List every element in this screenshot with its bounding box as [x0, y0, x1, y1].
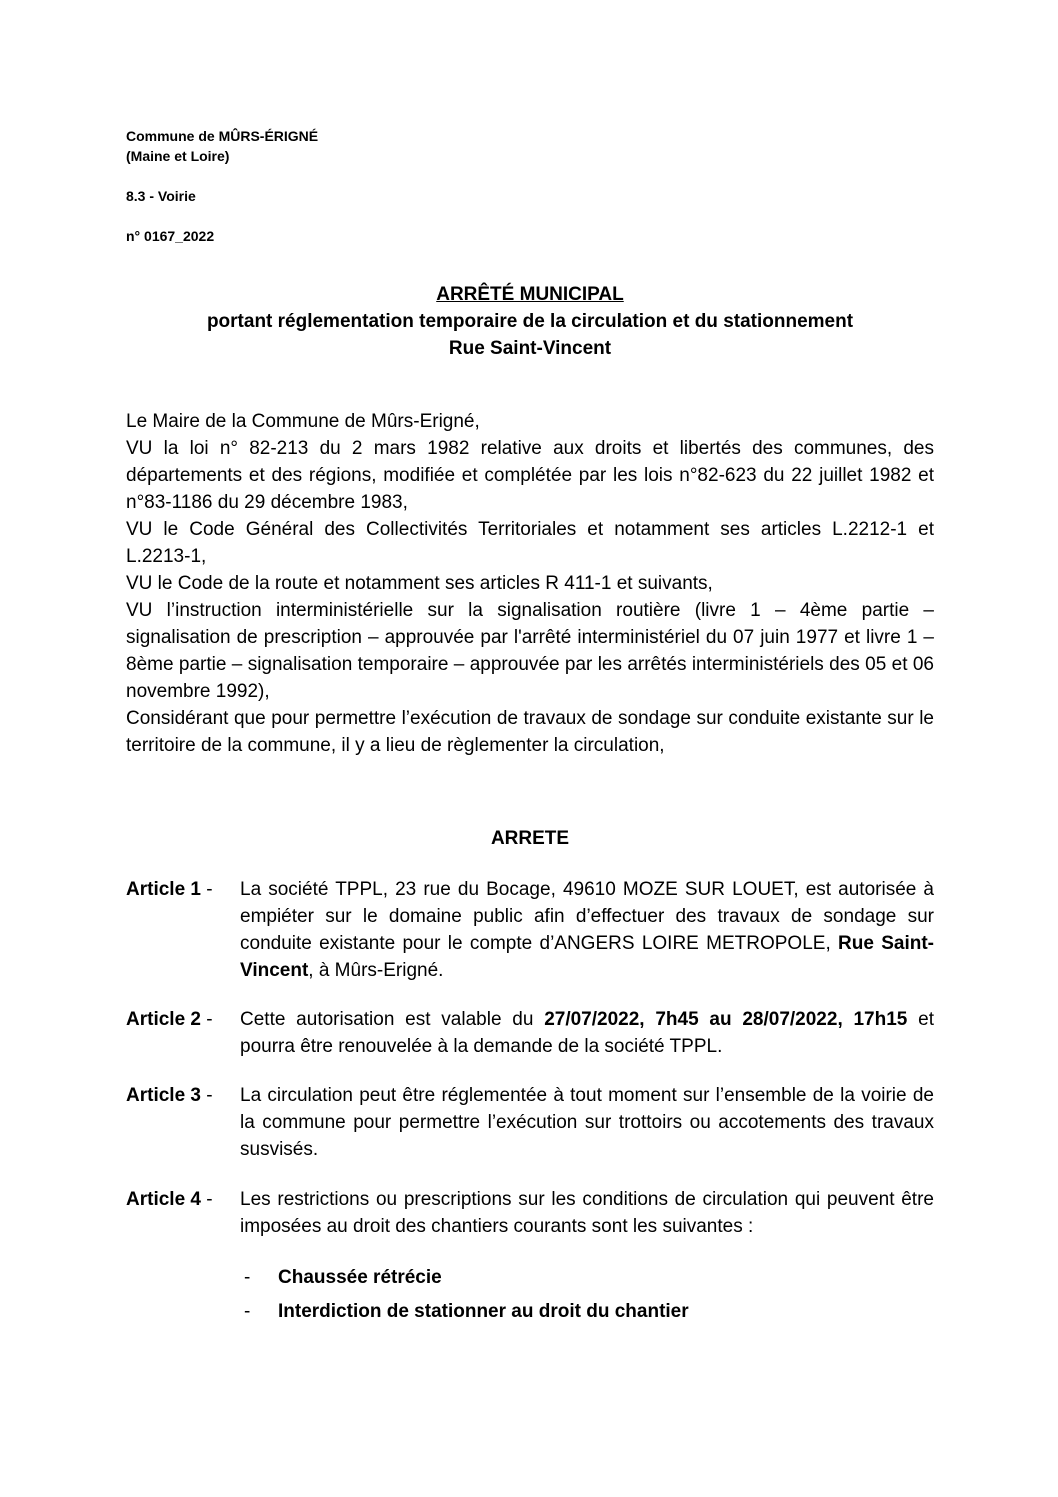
decree-title [126, 281, 934, 308]
preamble-instruction: VU l’instruction interministérielle sur la signalisation routière (livre 1 – 4ème partie – signalisation de prescription – approuvée par l'arrêté interministériel du 07 juin 1977 et livre 1 – 8ème partie – signalisation temporaire – approuvée par les arrêtés interministériels des 05 et 06 novembre 1992), [126, 600, 934, 702]
decree-title-main: ARRÊTÉ MUNICIPAL [436, 284, 624, 305]
article-1-text: La société TPPL, 23 rue du Bocage, 49610 MOZE SUR LOUET, est autorisée à empiéter sur le domaine public afin d’effectuer des travaux de sondage sur conduite existante pour le compte d’ANGERS LOIRE METROPOLE, Rue Saint-Vincent, à Mûrs-Erigné. [240, 879, 935, 981]
preamble [126, 408, 934, 759]
bullet-dash: - [244, 1267, 251, 1288]
article-3-label: Article 3 - [126, 1085, 213, 1106]
bullet-item [244, 1298, 689, 1325]
arrete-heading: ARRETE [490, 828, 570, 849]
commune-name: Commune de MÛRS-ÉRIGNÉ [126, 128, 319, 144]
preamble-considerant: Considérant que pour permettre l’exécution de travaux de sondage sur conduite existante sur le territoire de la commune, il y a lieu de règlementer la circulation, [126, 708, 934, 756]
decree-street: Rue Saint-Vincent [448, 338, 612, 359]
article-1-label: Article 1 - [126, 879, 213, 900]
department-name: (Maine et Loire) [126, 148, 230, 164]
article-4-text: Les restrictions ou prescriptions sur les conditions de circulation qui peuvent être imposées au droit des chantiers courants sont les suivantes : [240, 1189, 934, 1237]
bullet-chaussee: Chaussée rétrécie [278, 1267, 442, 1288]
article-3-text: La circulation peut être réglementée à tout moment sur l’ensemble de la voirie de la commune pour permettre l’exécution sur trottoirs ou accotements des travaux susvisés. [240, 1085, 934, 1160]
article-2-text: Cette autorisation est valable du 27/07/2022, 7h45 au 28/07/2022, 17h15 et pourra être renouvelée à la demande de la société TPPL. [240, 1009, 934, 1057]
preamble-mayor: Le Maire de la Commune de Mûrs-Erigné, [126, 411, 480, 432]
decree-subtitle: portant réglementation temporaire de la circulation et du stationnement [206, 311, 854, 332]
article-4-label: Article 4 - [126, 1189, 213, 1210]
article-1 [126, 876, 934, 984]
category-label: 8.3 - Voirie [126, 188, 196, 204]
bullet-item [244, 1264, 442, 1291]
bullet-stationnement: Interdiction de stationner au droit du chantier [278, 1301, 689, 1322]
bullet-dash: - [244, 1301, 251, 1322]
article-2-label: Article 2 - [126, 1009, 213, 1030]
preamble-code-route: VU le Code de la route et notamment ses articles R 411-1 et suivants, [126, 573, 713, 594]
preamble-law: VU la loi n° 82-213 du 2 mars 1982 relative aux droits et libertés des communes, des départements et des régions, modifiée et complétée par les lois n°82-623 du 22 juillet 1982 et n°83-1186 du 29 décembre 1983, [126, 438, 934, 513]
preamble-cgct: VU le Code Général des Collectivités Territoriales et notamment ses articles L.2212-1 et L.2213-1, [126, 519, 934, 567]
article-4 [126, 1186, 934, 1240]
article-3 [126, 1082, 934, 1163]
article-2 [126, 1006, 934, 1060]
decree-number: n° 0167_2022 [126, 228, 215, 244]
